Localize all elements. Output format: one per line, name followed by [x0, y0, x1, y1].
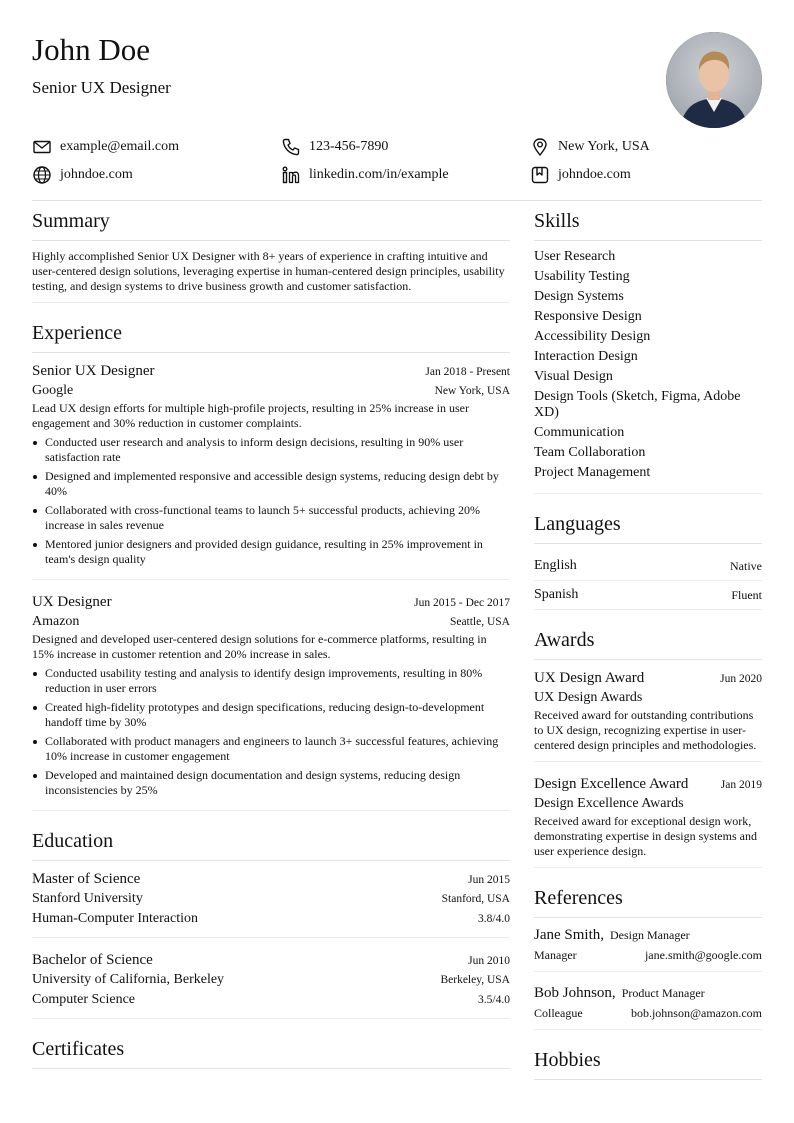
experience-location: New York, USA	[434, 385, 510, 397]
email-text: example@email.com	[60, 139, 180, 154]
language-level: Fluent	[731, 587, 762, 602]
award-title: UX Design Award	[534, 670, 645, 686]
globe-icon	[32, 165, 52, 185]
summary-text: Highly accomplished Senior UX Designer with 8+ years of experience in crafting intuitive and user-centered design solutions, leveraging expertise in human-centered design principles, usability testing, and design systems to drive business growth and customer satisfaction.	[32, 249, 510, 303]
experience-section	[32, 319, 510, 811]
bookmark-square-icon	[530, 165, 550, 185]
phone-text: 123-456-7890	[309, 139, 389, 154]
skills-section	[534, 207, 762, 494]
languages-heading: Languages	[534, 510, 762, 544]
map-pin-icon	[530, 137, 550, 157]
skill-item: Design Systems	[534, 289, 624, 304]
experience-company: Amazon	[32, 614, 80, 629]
experience-entry	[32, 592, 510, 811]
portfolio-text: johndoe.com	[558, 167, 631, 182]
education-field: Human-Computer Interaction	[32, 911, 199, 926]
contact-website[interactable]	[32, 163, 133, 187]
reference-position: Product Manager	[621, 986, 705, 1000]
experience-bullets	[32, 666, 510, 798]
experience-company: Google	[32, 383, 74, 398]
education-school: Stanford University	[32, 891, 143, 906]
awards-section	[534, 626, 762, 868]
language-name: English	[534, 558, 577, 573]
skill-item: Interaction Design	[534, 349, 638, 364]
hobbies-heading: Hobbies	[534, 1046, 762, 1080]
reference-name: Jane Smith,	[534, 927, 604, 943]
award-entry	[534, 774, 762, 868]
experience-role: UX Designer	[32, 594, 112, 610]
website-text: johndoe.com	[60, 167, 133, 182]
experience-role: Senior UX Designer	[32, 363, 155, 379]
reference-position: Design Manager	[610, 928, 690, 942]
skill-item: Usability Testing	[534, 269, 630, 284]
skill-item: Accessibility Design	[534, 329, 651, 344]
skill-item: Design Tools (Sketch, Figma, Adobe XD)	[534, 389, 741, 420]
award-date: Jan 2019	[720, 779, 762, 791]
award-description: Received award for exceptional design work, demonstrating expertise in design systems and user experience design.	[534, 814, 757, 858]
phone-icon	[281, 137, 301, 157]
contact-email[interactable]	[32, 135, 179, 159]
education-degree: Master of Science	[32, 871, 141, 887]
person-name: John Doe	[32, 32, 150, 67]
envelope-icon	[32, 137, 52, 157]
skills-list	[534, 249, 762, 494]
skill-item: Visual Design	[534, 369, 613, 384]
list-item: Created high-fidelity prototypes and design specifications, reducing design-to-development handoff time by 30%	[32, 700, 510, 730]
list-item: Developed and maintained design documentation and design systems, reducing design inconsistencies by 25%	[32, 768, 510, 798]
education-field: Computer Science	[32, 992, 136, 1007]
education-entry	[32, 869, 510, 938]
education-date: Jun 2015	[468, 874, 510, 886]
list-item: Conducted user research and analysis to inform design decisions, resulting in 90% user satisfaction rate	[32, 435, 510, 465]
reference-name: Bob Johnson,	[534, 985, 616, 1001]
experience-description: Lead UX design efforts for multiple high-profile projects, resulting in 25% increase in user engagement and 30% reduction in customer complaints.	[32, 401, 469, 430]
skill-item: Communication	[534, 425, 625, 440]
language-name: Spanish	[534, 587, 579, 602]
education-heading: Education	[32, 827, 510, 861]
location-text: New York, USA	[558, 139, 650, 154]
experience-location: Seattle, USA	[449, 616, 510, 628]
right-column	[534, 207, 762, 1088]
contact-linkedin[interactable]	[281, 163, 449, 187]
contact-phone[interactable]	[281, 135, 388, 159]
education-date: Jun 2010	[468, 955, 510, 967]
profile-photo	[666, 32, 762, 128]
reference-relation: Manager	[534, 948, 577, 962]
skill-item: Responsive Design	[534, 309, 642, 324]
contact-info	[32, 134, 762, 190]
list-item: Conducted usability testing and analysis to identify design improvements, resulting in 80% reduction in user errors	[32, 666, 510, 696]
experience-bullets	[32, 435, 510, 567]
experience-dates: Jun 2015 - Dec 2017	[414, 597, 510, 609]
language-row	[534, 552, 762, 581]
award-description: Received award for outstanding contributions to UX design, recognizing expertise in user-centered design principles and methodologies.	[534, 708, 757, 752]
contact-portfolio[interactable]	[530, 163, 631, 187]
linkedin-text: linkedin.com/in/example	[309, 167, 449, 182]
reference-relation: Colleague	[534, 1006, 583, 1020]
award-issuer: Design Excellence Awards	[534, 796, 684, 811]
summary-heading: Summary	[32, 207, 510, 241]
resume-header	[32, 32, 762, 132]
award-issuer: UX Design Awards	[534, 690, 643, 705]
education-gpa: 3.8/4.0	[478, 913, 510, 925]
skills-heading: Skills	[534, 207, 762, 241]
education-gpa: 3.5/4.0	[478, 994, 510, 1006]
skill-item: Team Collaboration	[534, 445, 646, 460]
reference-entry	[534, 984, 762, 1030]
profile-photo-illustration	[666, 32, 762, 128]
award-title: Design Excellence Award	[534, 776, 689, 792]
references-heading: References	[534, 884, 762, 918]
references-section	[534, 884, 762, 1030]
awards-heading: Awards	[534, 626, 762, 660]
education-location: Berkeley, USA	[440, 974, 510, 986]
education-location: Stanford, USA	[441, 893, 510, 905]
experience-entry	[32, 361, 510, 580]
award-entry	[534, 668, 762, 762]
education-section	[32, 827, 510, 1019]
list-item: Collaborated with cross-functional teams to launch 5+ successful products, achieving 20% increase in sales revenue	[32, 503, 510, 533]
skill-item: User Research	[534, 249, 616, 264]
education-entry	[32, 950, 510, 1019]
list-item: Mentored junior designers and provided design guidance, resulting in 25% improvement in team's design quality	[32, 537, 510, 567]
linkedin-icon	[281, 165, 301, 185]
header-divider	[32, 200, 762, 201]
summary-section	[32, 207, 510, 303]
certificates-section	[32, 1035, 510, 1069]
experience-heading: Experience	[32, 319, 510, 353]
reference-entry	[534, 926, 762, 972]
job-title: Senior UX Designer	[32, 78, 171, 97]
education-degree: Bachelor of Science	[32, 952, 153, 968]
languages-section	[534, 510, 762, 610]
education-school: University of California, Berkeley	[32, 972, 225, 987]
reference-email[interactable]: jane.smith@google.com	[644, 948, 762, 962]
experience-description: Designed and developed user-centered design solutions for e-commerce platforms, resulting in 15% increase in customer retention and 20% increase in sales.	[32, 632, 487, 661]
certificates-heading: Certificates	[32, 1035, 510, 1069]
hobbies-section	[534, 1046, 762, 1080]
language-level: Native	[730, 558, 762, 573]
award-date: Jun 2020	[720, 673, 762, 685]
skill-item: Project Management	[534, 465, 651, 480]
language-row	[534, 581, 762, 610]
reference-email[interactable]: bob.johnson@amazon.com	[630, 1006, 762, 1020]
list-item: Designed and implemented responsive and accessible design systems, reducing design debt by 40%	[32, 469, 510, 499]
experience-dates: Jan 2018 - Present	[425, 366, 510, 378]
left-column	[32, 207, 510, 1077]
contact-location	[530, 135, 650, 159]
list-item: Collaborated with product managers and engineers to launch 3+ successful features, achieving 10% increase in customer engagement	[32, 734, 510, 764]
